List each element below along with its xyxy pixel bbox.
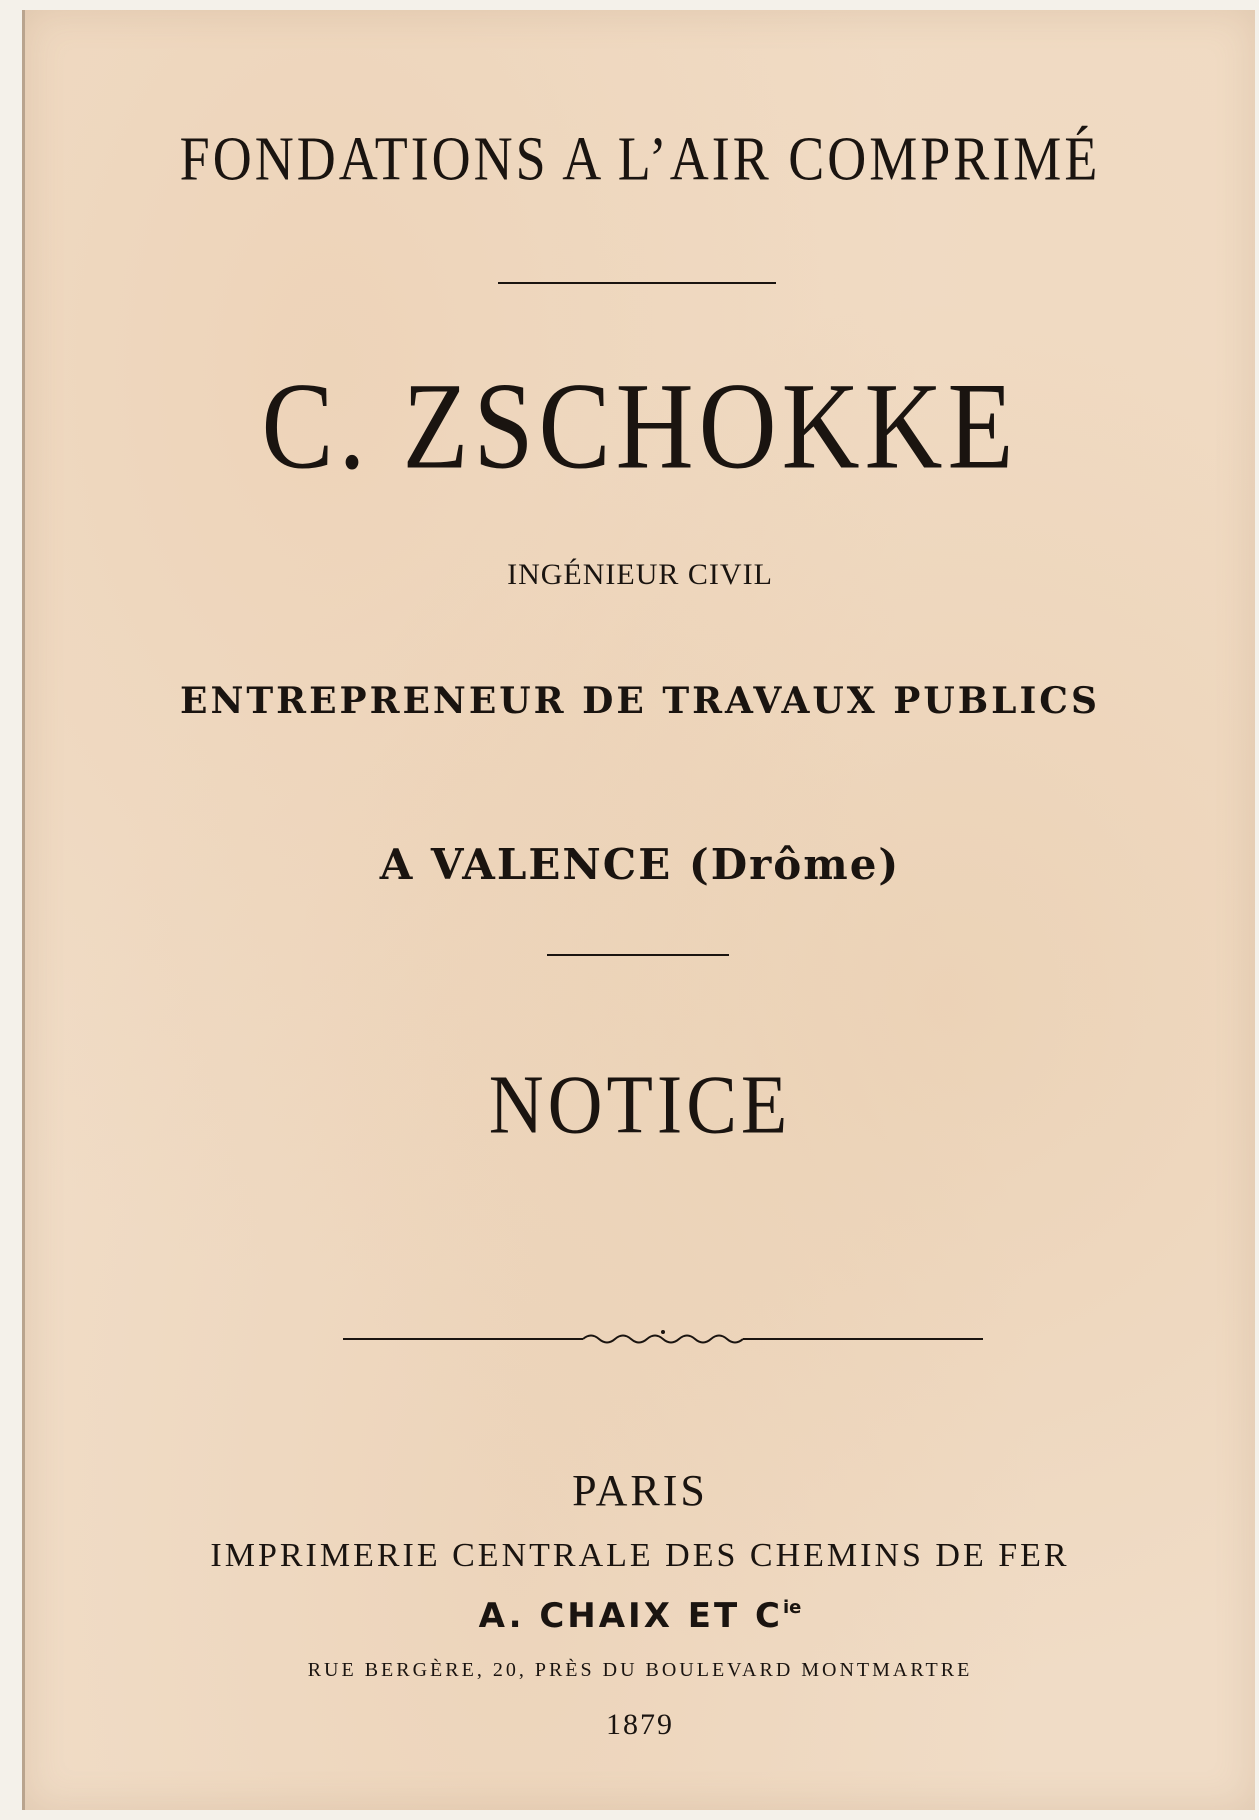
author-name: C. ZSCHOKKE <box>261 358 1019 495</box>
title-page <box>22 10 1255 1810</box>
author-occupation: ENTREPRENEUR DE TRAVAUX PUBLICS <box>180 680 1100 722</box>
imprint-printer: IMPRIMERIE CENTRALE DES CHEMINS DE FER <box>210 1537 1070 1574</box>
divider-rule-top <box>498 282 776 284</box>
author-profession: INGÉNIEUR CIVIL <box>507 558 773 591</box>
imprint-city: PARIS <box>572 1466 708 1515</box>
heading-top: FONDATIONS A L’AIR COMPRIMÉ <box>179 124 1101 194</box>
ornamental-rule <box>343 1326 983 1352</box>
imprint-publisher-suffix: ie <box>782 1597 802 1618</box>
divider-rule-middle <box>547 954 729 956</box>
imprint-year: 1879 <box>606 1708 674 1741</box>
imprint-address: RUE BERGÈRE, 20, PRÈS DU BOULEVARD MONTMARTRE <box>307 1659 973 1681</box>
author-location: A VALENCE (Drôme) <box>379 840 901 889</box>
imprint-publisher-name: A. CHAIX ET C <box>478 1596 783 1636</box>
document-title: NOTICE <box>488 1058 792 1152</box>
imprint-publisher <box>25 1596 1255 1636</box>
